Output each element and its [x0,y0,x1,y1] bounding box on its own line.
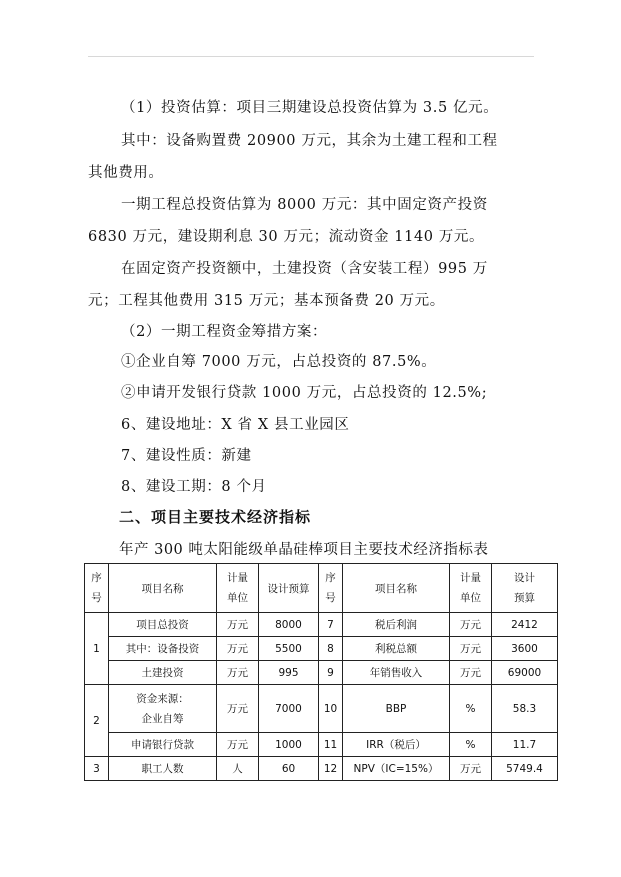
paragraph-investment-estimate: （1）投资估算：项目三期建设总投资估算为 3.5 亿元。 [121,100,499,116]
item-unit: 万元 [217,661,259,685]
header-name-a: 项目名称 [109,564,217,613]
paragraph-funding-plan: （2）一期工程资金筹措方案： [121,324,328,340]
item-budget: 3600 [492,637,558,661]
section-heading: 二、项目主要技术经济指标 [119,508,312,526]
table-row [85,661,558,685]
table-header-row [85,564,558,613]
paragraph-period: 8、建设工期：8 个月 [121,479,267,495]
seq-cell: 9 [319,661,343,685]
seq-cell: 12 [319,757,343,781]
item-budget: 60 [259,757,319,781]
table-caption: 年产 300 吨太阳能级单晶硅棒项目主要技术经济指标表 [119,542,489,558]
item-unit: 万元 [450,661,492,685]
header-seq-a-line1: 序 [91,572,102,584]
table-row [85,637,558,661]
item-name-line1: 资金来源： [136,692,189,705]
item-unit: 万元 [450,637,492,661]
item-name: 申请银行贷款 [109,733,217,757]
item-unit: 万元 [217,637,259,661]
header-seq-b-line1: 序 [325,572,336,584]
header-seq-a-line2: 号 [91,592,102,604]
seq-cell: 11 [319,733,343,757]
item-unit: 万元 [217,733,259,757]
item-name [109,685,217,733]
tech-econ-table [84,563,558,781]
seq-cell: 10 [319,685,343,733]
paragraph-fixed-assets: 在固定资产投资额中，土建投资（含安装工程）995 万 [121,261,488,277]
paragraph-other-cost: 其他费用。 [88,165,164,181]
header-unit-a-line1: 计量 [227,572,248,584]
item-unit: 万元 [450,613,492,637]
header-unit-b [450,564,492,613]
header-budget-a: 设计预算 [259,564,319,613]
item-unit: % [450,685,492,733]
header-budget-b-line1: 设计 [514,572,535,584]
paragraph-site: 6、建设地址：X 省 X 县工业园区 [121,417,350,433]
item-name: BBP [343,685,450,733]
item-budget: 1000 [259,733,319,757]
table-row [85,757,558,781]
item-unit: % [450,733,492,757]
item-budget: 5500 [259,637,319,661]
seq-cell: 2 [85,685,109,757]
seq-cell: 7 [319,613,343,637]
item-name: 其中：设备投资 [109,637,217,661]
item-budget: 11.7 [492,733,558,757]
item-budget: 995 [259,661,319,685]
paragraph-bank-loan: ②申请开发银行贷款 1000 万元，占总投资的 12.5%; [121,385,488,401]
item-name: 利税总额 [343,637,450,661]
header-unit-b-line2: 单位 [460,592,481,604]
item-name: 年销售收入 [343,661,450,685]
item-unit: 万元 [450,757,492,781]
item-budget: 8000 [259,613,319,637]
item-name-line2: 企业自筹 [141,712,184,725]
table-row [85,613,558,637]
item-unit: 万元 [217,685,259,733]
item-name: 职工人数 [109,757,217,781]
seq-cell: 3 [85,757,109,781]
header-budget-b-line2: 预算 [514,592,535,604]
header-budget-b [492,564,558,613]
header-unit-b-line1: 计量 [460,572,481,584]
item-name: 税后利润 [343,613,450,637]
paragraph-phase1-breakdown: 6830 万元，建设期利息 30 万元；流动资金 1140 万元。 [88,229,485,245]
header-name-b: 项目名称 [343,564,450,613]
seq-cell: 8 [319,637,343,661]
table-row [85,733,558,757]
paragraph-fixed-assets-cont: 元；工程其他费用 315 万元；基本预备费 20 万元。 [88,293,445,309]
item-name: IRR（税后） [343,733,450,757]
header-seq-a [85,564,109,613]
item-name: 项目总投资 [109,613,217,637]
header-unit-a-line2: 单位 [227,592,248,604]
item-budget: 7000 [259,685,319,733]
header-seq-b-line2: 号 [325,592,336,604]
header-seq-b [319,564,343,613]
item-name: 土建投资 [109,661,217,685]
paragraph-phase1-total: 一期工程总投资估算为 8000 万元：其中固定资产投资 [121,197,488,213]
paragraph-self-funding: ①企业自筹 7000 万元，占总投资的 87.5%。 [121,354,437,370]
item-unit: 万元 [217,613,259,637]
item-budget: 69000 [492,661,558,685]
paragraph-nature: 7、建设性质：新建 [121,448,252,464]
item-unit: 人 [217,757,259,781]
paragraph-equipment-cost: 其中：设备购置费 20900 万元，其余为土建工程和工程 [121,133,498,149]
item-budget: 5749.4 [492,757,558,781]
table-row [85,685,558,733]
item-budget: 58.3 [492,685,558,733]
item-budget: 2412 [492,613,558,637]
seq-cell: 1 [85,613,109,685]
item-name: NPV（IC=15%） [343,757,450,781]
header-rule [88,56,534,57]
header-unit-a [217,564,259,613]
